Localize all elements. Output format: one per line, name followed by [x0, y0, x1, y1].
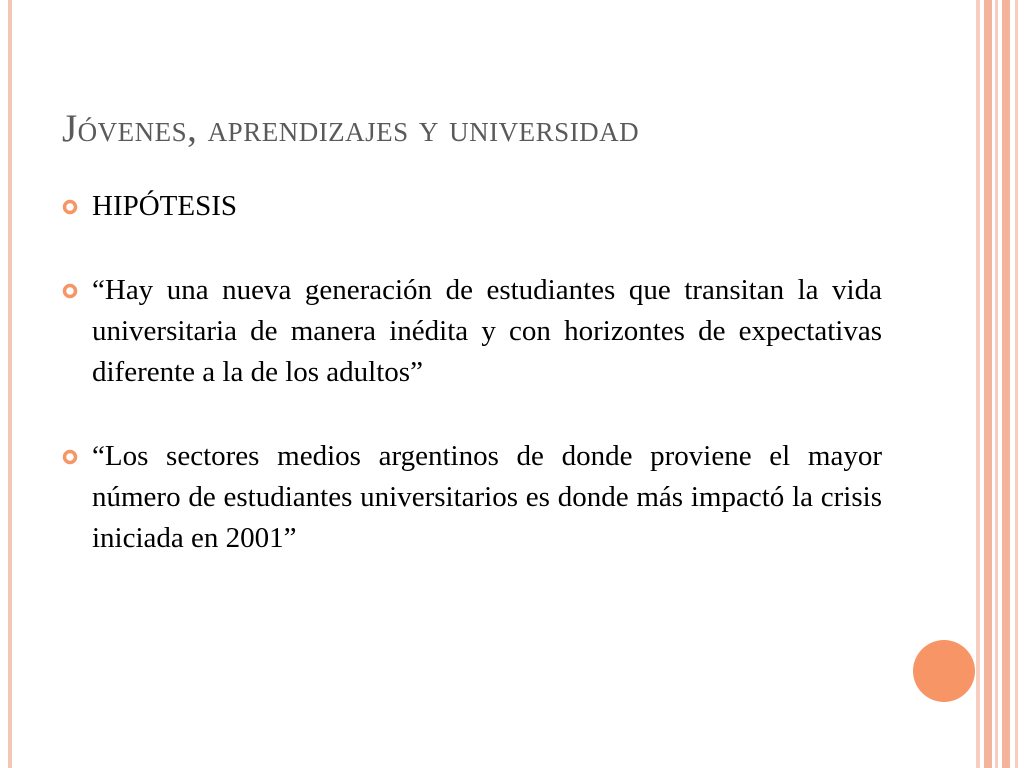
list-item-quote-1 [62, 270, 882, 393]
orange-ring-bullet-icon [62, 199, 78, 215]
list-item-quote-2 [62, 436, 882, 559]
bullet-list [62, 186, 882, 559]
right-stripes-decoration [974, 0, 1024, 768]
list-item-hipotesis [62, 186, 882, 227]
slide-title: Jóvenes, aprendizajes y universidad [62, 107, 640, 150]
left-border-decoration [8, 0, 12, 768]
orange-ring-bullet-icon [62, 449, 78, 465]
orange-circle-decoration [913, 640, 975, 702]
list-item-text: “Los sectores medios argentinos de donde proviene el mayor número de estudiantes universitarios es donde más impactó la crisis iniciada en 2001” [92, 440, 882, 554]
orange-ring-bullet-icon [62, 283, 78, 299]
list-item-text: “Hay una nueva generación de estudiantes que transitan la vida universitaria de manera inédita y con horizontes de expectativas diferente a la de los adultos” [92, 274, 882, 388]
list-item-text: HIPÓTESIS [92, 190, 238, 222]
